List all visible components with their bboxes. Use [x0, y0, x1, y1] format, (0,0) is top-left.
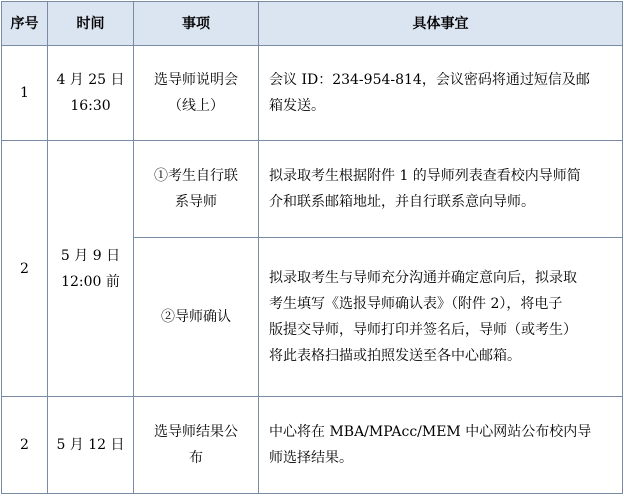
row-item: 选导师说明会 （线上）: [134, 46, 259, 141]
row-details: 拟录取考生与导师充分沟通并确定意向后，拟录取 考生填写《选报导师确认表》（附件 2），将电子 版提交导师，导师打印并签名后，导师（或考生） 将此表格扫描或拍照发送至各中心邮箱。: [259, 238, 623, 397]
table-row: [2, 46, 623, 141]
header-time: 时间: [48, 2, 134, 46]
header-number: 序号: [2, 2, 48, 46]
header-row: [2, 2, 623, 46]
row-item: 选导师结果公 布: [134, 397, 259, 494]
row-item: ②导师确认: [134, 238, 259, 397]
row-number: 1: [2, 46, 48, 141]
schedule-table: [1, 1, 623, 494]
table-row: [2, 141, 623, 238]
row-item: ①考生自行联 系导师: [134, 141, 259, 238]
row-time: 5 月 9 日 12:00 前: [48, 141, 134, 397]
row-time: 4 月 25 日 16:30: [48, 46, 134, 141]
row-details: 会议 ID：234-954-814，会议密码将通过短信及邮 箱发送。: [259, 46, 623, 141]
header-item: 事项: [134, 2, 259, 46]
table-row: [2, 397, 623, 494]
row-number: 2: [2, 141, 48, 397]
row-details: 拟录取考生根据附件 1 的导师列表查看校内导师简 介和联系邮箱地址，并自行联系意向导师。: [259, 141, 623, 238]
row-number: 2: [2, 397, 48, 494]
row-details: 中心将在 MBA/MPAcc/MEM 中心网站公布校内导 师选择结果。: [259, 397, 623, 494]
header-details: 具体事宜: [259, 2, 623, 46]
row-time: 5 月 12 日: [48, 397, 134, 494]
